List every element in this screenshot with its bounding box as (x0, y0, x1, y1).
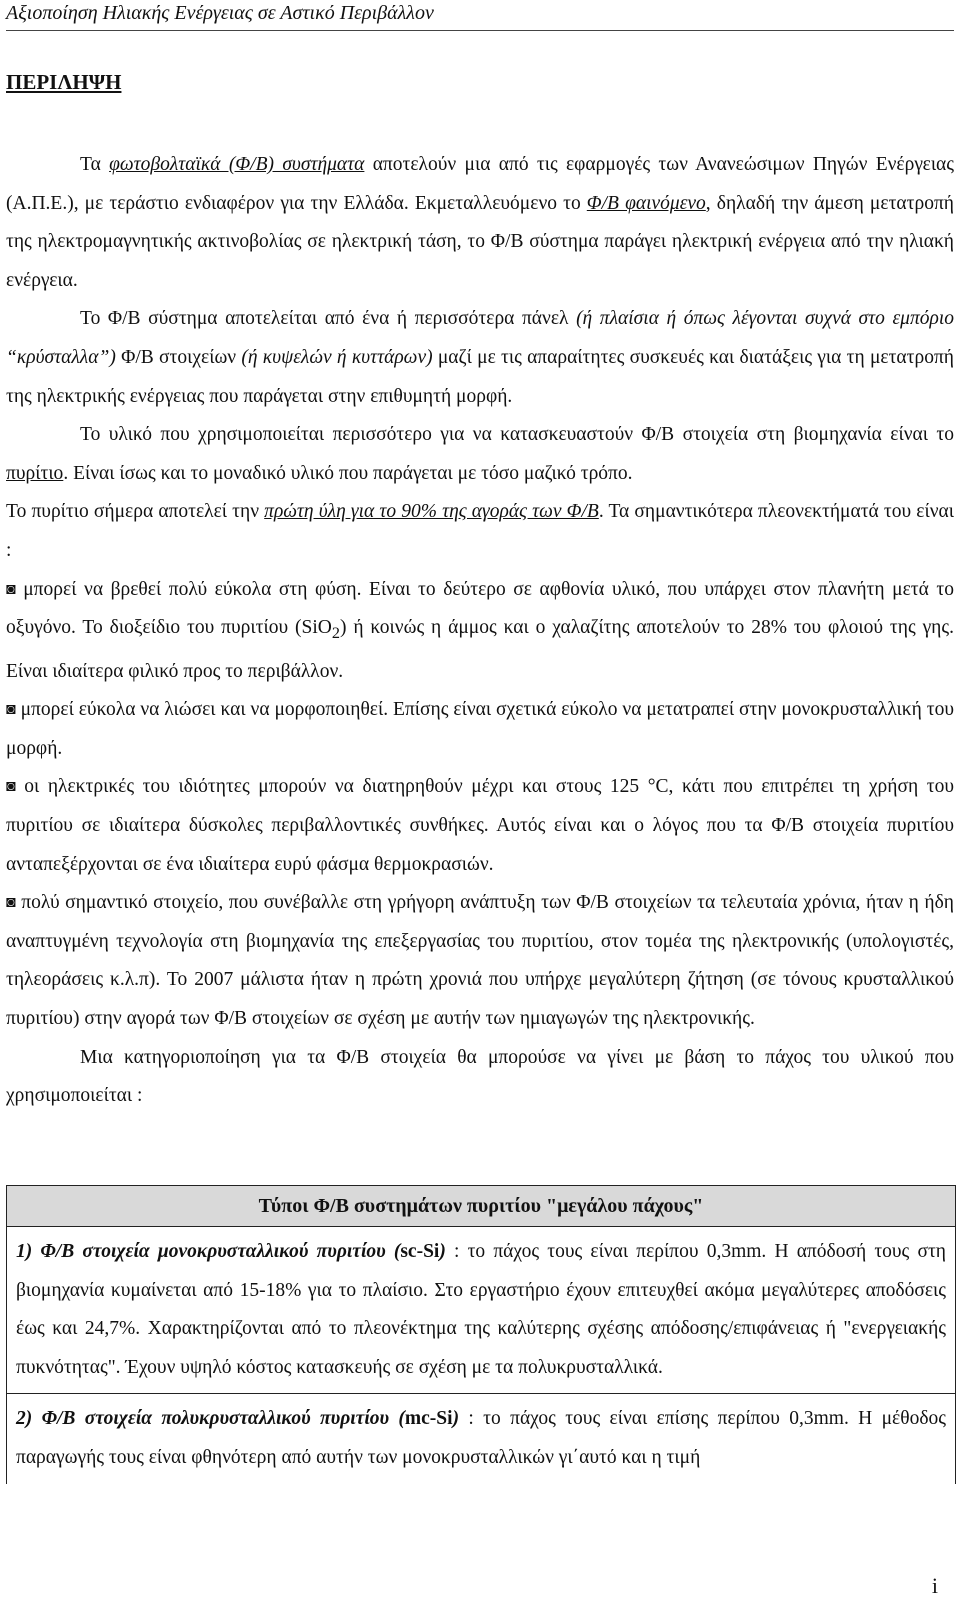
text: Το Φ/Β σύστημα αποτελείται από ένα ή περισσότερα πάνελ (80, 308, 577, 330)
bullet-icon: ◙ (6, 701, 16, 719)
paragraph-system (6, 300, 954, 416)
text: , δηλαδή την άμεση μετατροπή της ηλεκτρομαγνητικής ακτινοβολίας σε ηλεκτρική τάση, το Φ/Β σύστημα παράγει ηλεκτρική ενέργεια από την ηλιακή ενέργεια. (6, 192, 954, 291)
silicon-types-table (6, 1185, 956, 1484)
running-header: Αξιοποίηση Ηλιακής Ενέργειας σε Αστικό Περιβάλλον (6, 0, 954, 31)
table-row (7, 1227, 955, 1394)
italic-text: (ή κυψελών ή κυττάρων) (241, 346, 433, 368)
table-row (7, 1394, 955, 1483)
term-silicon: πυρίτιο (6, 462, 64, 484)
row-heading-close: ) (452, 1408, 460, 1430)
paragraph-intro (6, 146, 954, 300)
row-abbr: sc-Si (400, 1241, 440, 1262)
text: Τα (80, 154, 110, 175)
text: Φ/Β στοιχείων (115, 346, 242, 368)
bullet-item (6, 691, 954, 768)
text: πολύ σημαντικό στοιχείο, που συνέβαλλε στη γρήγορη ανάπτυξη των Φ/Β στοιχείων τα τελευταία χρόνια, ήταν η ήδη αναπτυγμένη τεχνολογία στη βιομηχανία της επεξεργασίας του πυριτίου, στον τομέα της ηλεκτρονικής (υπολογιστές, τηλεοράσεις κ.λ.π). Το 2007 μάλιστα ήταν η πρώτη χρονιά που υπήρχε μεγαλύτερη ζήτηση (σε τόνους κρυσταλλικού πυριτίου) στην αγορά των Φ/Β στοιχείων σε σχέση με αυτήν των ημιαγωγών της ηλεκτρονικής. (6, 892, 954, 1029)
table-title: Τύποι Φ/Β συστημάτων πυριτίου "μεγάλου πάχους" (7, 1186, 955, 1227)
text: Το υλικό που χρησιμοποιείται περισσότερο για να κατασκευαστούν Φ/Β στοιχεία στη βιομηχανία είναι το (80, 424, 954, 446)
term-pv-systems: φωτοβολταϊκά (Φ/Β) συστήματα (109, 154, 365, 175)
term-pv-effect: Φ/Β φαινόμενο (586, 192, 706, 214)
body-text (6, 146, 954, 1116)
text: μπορεί εύκολα να λιώσει και να μορφοποιηθεί. Επίσης είναι σχετικά εύκολο να μετατραπεί στην μονοκρυσταλλική του μορφή. (6, 699, 954, 759)
bullet-item (6, 884, 954, 1038)
section-heading: ΠΕΡΙΛΗΨΗ (6, 70, 122, 94)
text: Το πυρίτιο σήμερα αποτελεί την (6, 501, 265, 523)
row-text: : το πάχος τους είναι περίπου 0,3mm. Η απόδοσή τους στη βιομηχανία κυμαίνεται από 15-18% για το πλαίσιο. Στο εργαστήριο έχουν επιτευχθεί ακόμα μεγαλύτερες αποδόσεις έως και 24,7%. Χαρακτηρίζονται από το πλεονέκτημα της καλύτερης σχέσης απόδοσης/επιφάνειας ή "ενεργειακής πυκνότητας". Έχουν υψηλό κόστος κατασκευής σε σχέση με τα πολυκρυσταλλικά. (16, 1241, 946, 1378)
text: . Είναι ίσως και το μοναδικό υλικό που παράγεται με τόσο μαζικό τρόπο. (63, 462, 633, 484)
paragraph-classification (6, 1039, 954, 1116)
paragraph-advantages (6, 493, 954, 570)
italic-text: (ή πλαίσια ή όπως λέγονται συχνά στο εμπόριο “κρύσταλλα”) (6, 308, 954, 368)
text: . Τα σημαντικότερα πλεονεκτήματά του είναι : (6, 501, 954, 561)
text: οι ηλεκτρικές του ιδιότητες μπορούν να διατηρηθούν μέχρι και στους 125 °C, κάτι που επιτρέπει τη χρήση του πυριτίου σε ιδιαίτερα δύσκολες περιβαλλοντικές συνθήκες. Αυτός είναι και ο λόγος που τα Φ/Β στοιχεία πυριτίου ανταπεξέρχονται σε ένα ιδιαίτερα ευρύ φάσμα θερμοκρασιών. (6, 776, 954, 875)
page-number: i (931, 1573, 938, 1598)
bullet-item (6, 768, 954, 884)
text: μπορεί να βρεθεί πολύ εύκολα στη φύση. Είναι το δεύτερο σε αφθονία υλικό, που υπάρχει στον πλανήτη μετά το οξυγόνο. Το διοξείδιο του πυριτίου (SiO (6, 578, 954, 639)
row-text: : το πάχος τους είναι επίσης περίπου 0,3mm. Η μέθοδος παραγωγής τους είναι φθηνότερη από αυτήν των μονοκρυσταλλικών γι΄αυτό και η τιμή (16, 1408, 946, 1468)
bullet-item (6, 571, 954, 692)
row-heading: 1) Φ/Β στοιχεία μονοκρυσταλλικού πυριτίου ( (16, 1241, 401, 1262)
text: μαζί με τις απαραίτητες συσκευές και διατάξεις για τη μετατροπή της ηλεκτρικής ενέργειας που παράγεται στην επιθυμητή μορφή. (6, 346, 955, 407)
bullet-icon: ◙ (6, 894, 16, 912)
text: Μια κατηγοριοποίηση για τα Φ/Β στοιχεία θα μπορούσε να γίνει με βάση το πάχος του υλικού που χρησιμοποιείται : (6, 1046, 954, 1107)
bullet-icon: ◙ (6, 580, 16, 598)
text: ) ή κοινώς η άμμος και ο χαλαζίτης αποτελούν το 28% του φλοιού της γης. Είναι ιδιαίτερα φιλικό προς το περιβάλλον. (6, 617, 954, 682)
row-heading: 2) Φ/Β στοιχεία πολυκρυσταλλικού πυριτίου ( (16, 1408, 405, 1430)
row-abbr: mc-Si (404, 1408, 453, 1430)
text: αποτελούν μια από τις εφαρμογές των Ανανεώσιμων Πηγών Ενέργειας (Α.Π.Ε.), με τεράστιο ενδιαφέρον για την Ελλάδα. Εκμεταλλευόμενο το (6, 154, 954, 214)
subscript: 2 (331, 624, 340, 643)
term-raw-material: πρώτη ύλη για το 90% της αγοράς των Φ/Β (264, 501, 599, 523)
bullet-icon: ◙ (6, 778, 16, 796)
row-heading-close: ) (439, 1241, 446, 1262)
paragraph-material (6, 416, 954, 493)
